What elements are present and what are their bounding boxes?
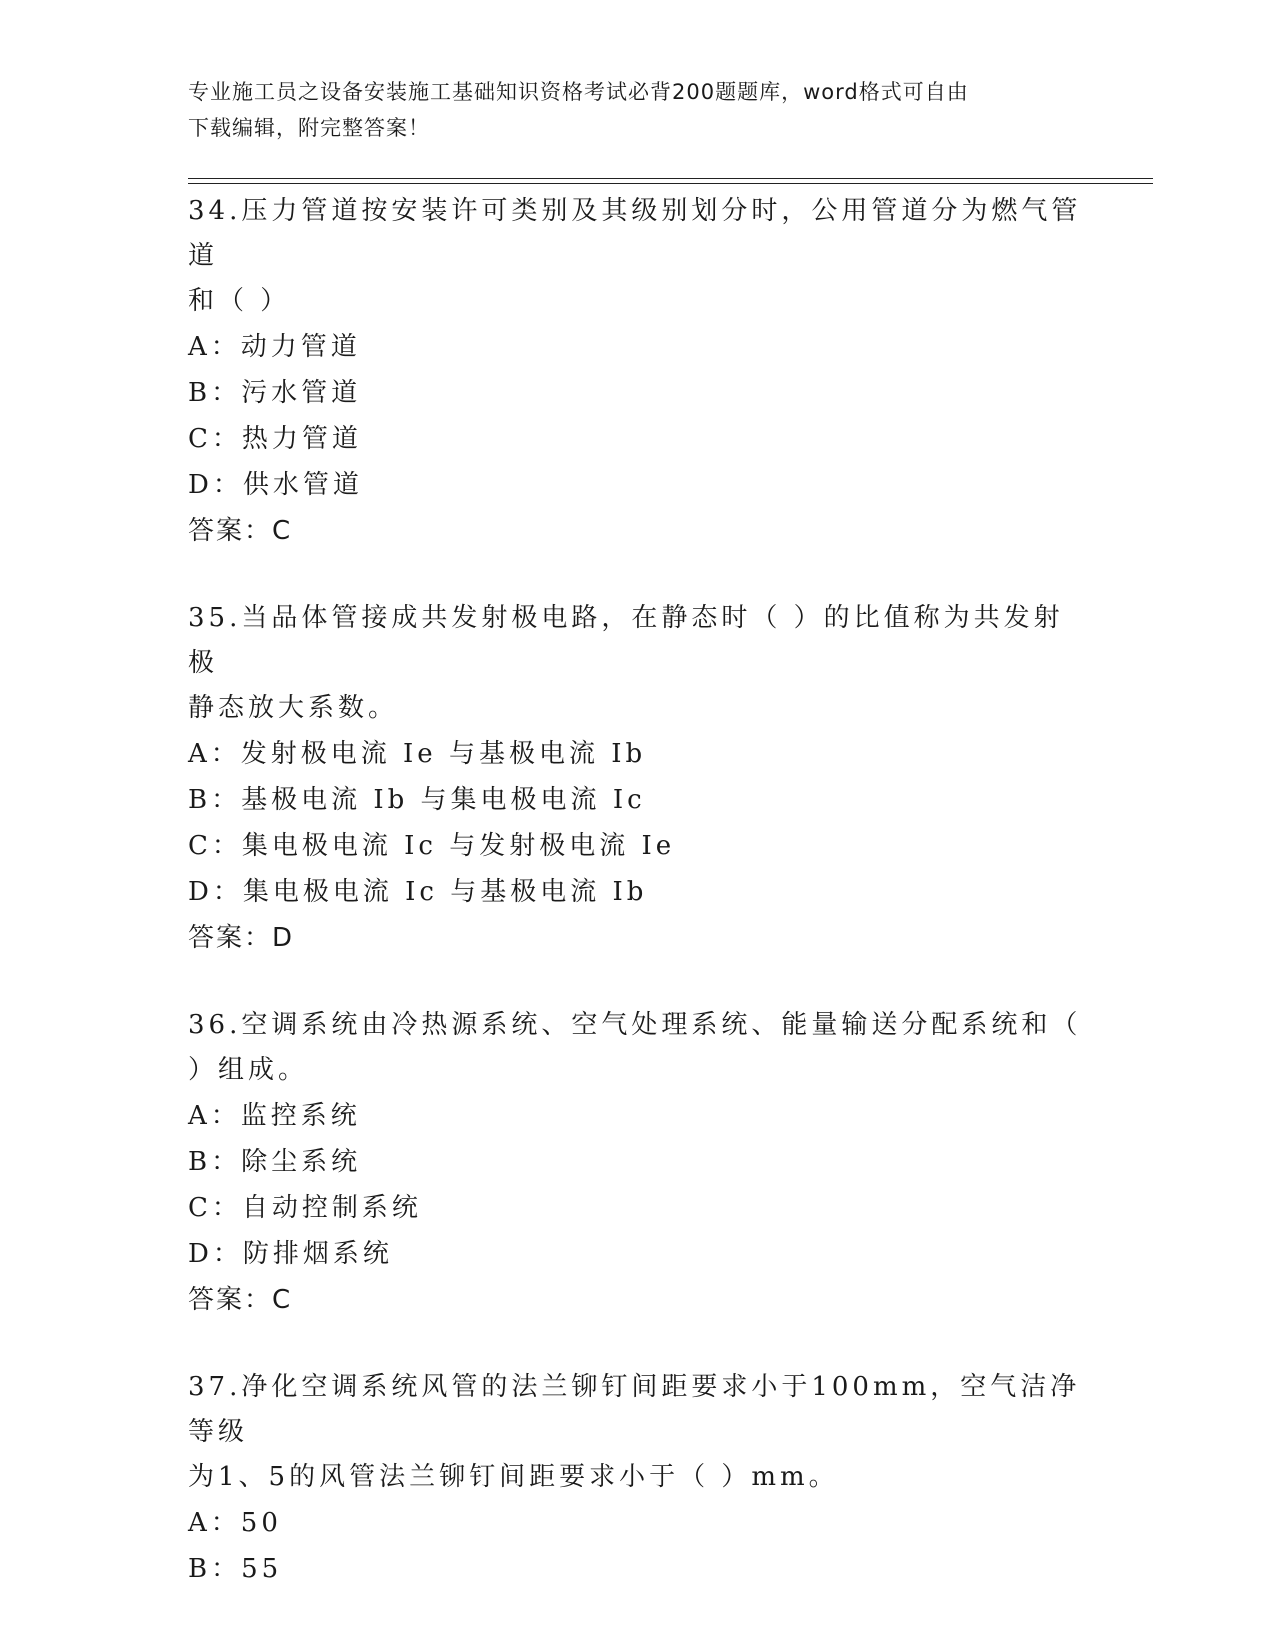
answer-label: 答案：C — [188, 1285, 293, 1315]
question-35 — [188, 596, 1088, 961]
option-b: B：污水管道 — [188, 378, 362, 408]
document-header — [188, 74, 1068, 146]
question-stem-line-2: 和（ ） — [188, 286, 291, 316]
answer-label: 答案：C — [188, 516, 293, 546]
option-a: A：50 — [188, 1508, 282, 1538]
question-stem-line-2: ）组成。 — [188, 1055, 309, 1085]
question-34 — [188, 189, 1088, 554]
option-a: A：发射极电流 Ie 与基极电流 Ib — [188, 739, 647, 769]
question-36 — [188, 1003, 1088, 1323]
question-stem-line-1: 37.净化空调系统风管的法兰铆钉间距要求小于100mm，空气洁净等级 — [188, 1372, 1081, 1447]
question-stem-line-1: 35.当品体管接成共发射极电路，在静态时（ ）的比值称为共发射极 — [188, 603, 1064, 678]
option-d: D：供水管道 — [188, 470, 363, 500]
option-b: B：基极电流 Ib 与集电极电流 Ic — [188, 785, 646, 815]
option-c: C：集电极电流 Ic 与发射极电流 Ie — [188, 831, 676, 861]
option-c: C：热力管道 — [188, 424, 362, 454]
question-list — [188, 189, 1088, 1634]
option-d: D：集电极电流 Ic 与基极电流 Ib — [188, 877, 648, 907]
option-a: A：动力管道 — [188, 332, 361, 362]
option-b: B：55 — [188, 1554, 283, 1584]
option-c: C：自动控制系统 — [188, 1193, 422, 1223]
option-d: D：防排烟系统 — [188, 1239, 393, 1269]
header-line-2: 下载编辑，附完整答案！ — [188, 116, 430, 140]
question-37 — [188, 1365, 1088, 1592]
option-b: B：除尘系统 — [188, 1147, 362, 1177]
answer-label: 答案：D — [188, 923, 295, 953]
option-a: A：监控系统 — [188, 1101, 361, 1131]
header-divider-top — [188, 178, 1153, 179]
question-stem-line-1: 36.空调系统由冷热源系统、空气处理系统、能量输送分配系统和（ — [188, 1010, 1082, 1040]
question-stem-line-2: 为1、5的风管法兰铆钉间距要求小于（ ）mm。 — [188, 1462, 839, 1492]
question-stem-line-2: 静态放大系数。 — [188, 693, 399, 723]
header-divider-bottom — [188, 183, 1153, 184]
header-line-1: 专业施工员之设备安装施工基础知识资格考试必背200题题库，word格式可自由 — [188, 80, 969, 104]
question-stem-line-1: 34.压力管道按安装许可类别及其级别划分时，公用管道分为燃气管道 — [188, 196, 1082, 271]
